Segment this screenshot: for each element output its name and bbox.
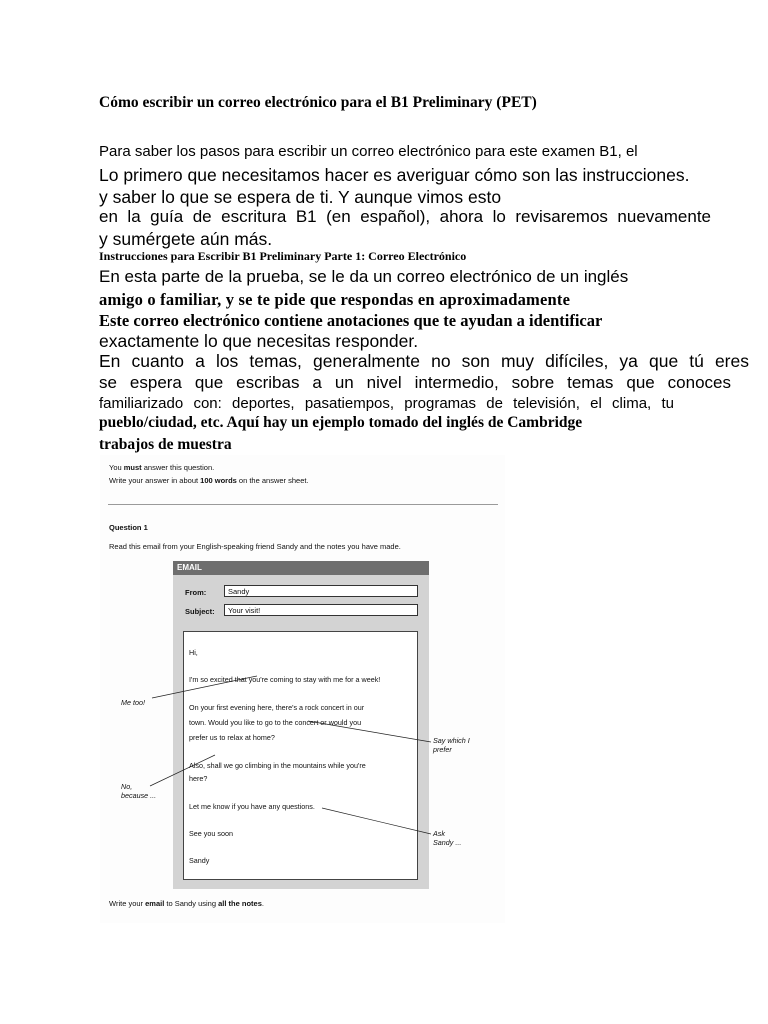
email-line: here?: [189, 774, 208, 783]
from-field: Sandy: [224, 585, 418, 597]
email-line: prefer us to relax at home?: [189, 733, 275, 742]
instruction-words: Write your answer in about 100 words on the answer sheet.: [109, 476, 309, 485]
email-header: EMAIL: [173, 561, 429, 575]
exam-sample-figure: [100, 455, 505, 923]
section-line-1: En esta parte de la prueba, se le da un correo electrónico de un inglés: [99, 267, 629, 286]
section-line-7: familiarizado con: deportes, pasatiempos, programas de televisión, el clima, tu: [99, 395, 674, 412]
email-line: Let me know if you have any questions.: [189, 802, 315, 811]
section-line-8: pueblo/ciudad, etc. Aquí hay un ejemplo tomado del inglés de Cambridge: [99, 414, 583, 431]
section-line-5: En cuanto a los temas, generalmente no son muy difíciles, ya que tú eres: [99, 351, 749, 371]
section-subheading: Instrucciones para Escribir B1 Preliminary Parte 1: Correo Electrónico: [99, 249, 467, 263]
leader-me-too: [152, 676, 257, 698]
annotation-leader-lines: [100, 455, 505, 923]
intro-line-5: y sumérgete aún más.: [99, 229, 273, 249]
subject-field: Your visit!: [224, 604, 418, 616]
subject-label: Subject:: [185, 607, 215, 616]
intro-line-3: y saber lo que se espera de ti. Y aunque vimos esto: [99, 187, 502, 207]
note-me-too: Me too!: [121, 698, 145, 707]
section-line-6: se espera que escribas a un nivel intermedio, sobre temas que conoces: [99, 373, 731, 392]
email-line: I'm so excited that you're coming to stay with me for a week!: [189, 675, 381, 684]
email-line: town. Would you like to go to the concert or would you: [189, 718, 362, 727]
email-line: See you soon: [189, 829, 233, 838]
leader-ask-sandy: [322, 808, 431, 834]
section-line-9: trabajos de muestra: [99, 436, 232, 453]
email-line: Hi,: [189, 648, 198, 657]
instruction-must: You must answer this question.: [109, 463, 215, 472]
page-title: Cómo escribir un correo electrónico para el B1 Preliminary (PET): [99, 94, 537, 111]
leader-say-which: [308, 721, 431, 742]
note-ask-sandy: Ask Sandy ...: [433, 829, 462, 847]
email-line: Sandy: [189, 856, 210, 865]
footer-instruction: Write your email to Sandy using all the notes.: [109, 899, 264, 908]
section-line-4: exactamente lo que necesitas responder.: [99, 331, 419, 351]
note-say-which: Say which I prefer: [433, 736, 470, 754]
intro-line-4: en la guía de escritura B1 (en español), ahora lo revisaremos nuevamente: [99, 207, 711, 226]
section-line-3: Este correo electrónico contiene anotaciones que te ayudan a identificar: [99, 311, 603, 330]
intro-line-1: Para saber los pasos para escribir un correo electrónico para este examen B1, el: [99, 143, 638, 160]
email-line: On your first evening here, there's a rock concert in our: [189, 703, 365, 712]
email-line: Also, shall we go climbing in the mountains while you're: [189, 761, 366, 770]
leader-no-because: [150, 755, 215, 786]
question-label: Question 1: [109, 523, 148, 532]
from-label: From:: [185, 588, 207, 597]
section-line-2: amigo o familiar, y se te pide que respondas en aproximadamente: [99, 290, 571, 309]
note-no-because: No, because ...: [121, 782, 157, 800]
question-text: Read this email from your English-speaking friend Sandy and the notes you have made.: [109, 542, 401, 551]
intro-line-2: Lo primero que necesitamos hacer es averiguar cómo son las instrucciones.: [99, 165, 690, 185]
